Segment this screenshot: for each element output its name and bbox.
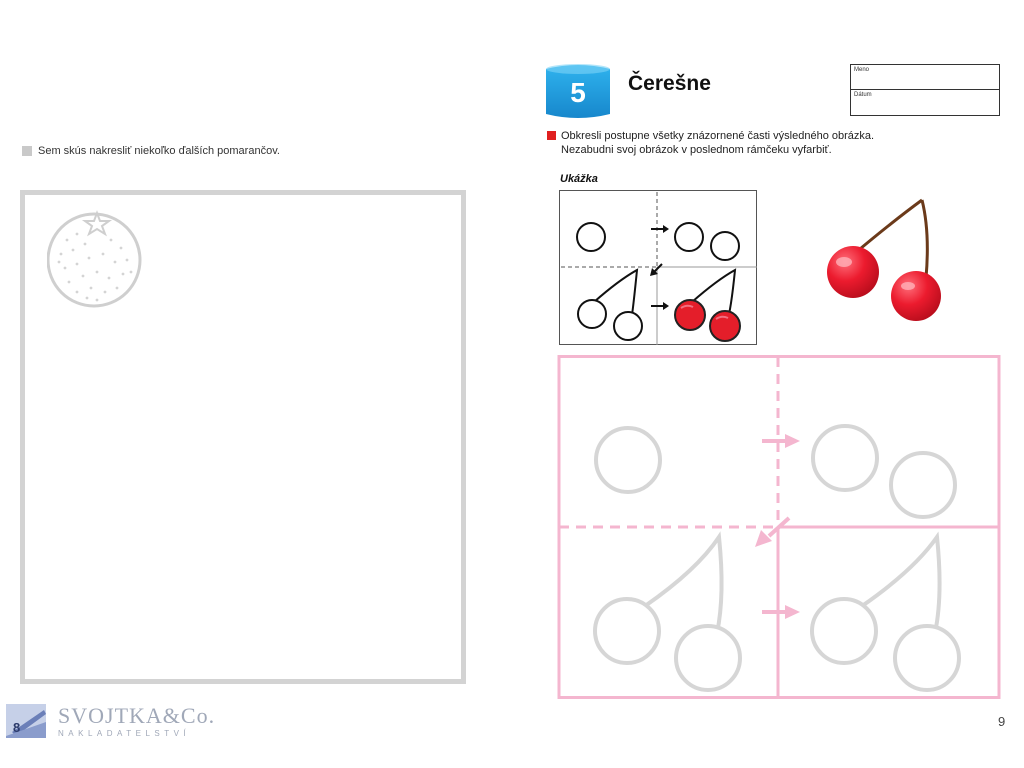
arrow-icon xyxy=(755,518,789,547)
trace-circle xyxy=(596,428,660,492)
cherry-icon xyxy=(822,192,946,326)
left-page-number: 8 xyxy=(13,720,21,735)
name-date-box xyxy=(850,64,1000,116)
right-instruction xyxy=(547,129,874,157)
instruction-line-2: Nezabudni svoj obrázok v poslednom rámčeku vyfarbiť. xyxy=(561,144,832,156)
example-panel xyxy=(559,190,758,346)
arrow-icon xyxy=(762,605,800,619)
instruction-line-1: Obkresli postupne všetky znázornené časti výsledného obrázka. xyxy=(561,130,875,142)
right-page-number: 9 xyxy=(998,714,1006,729)
example-label: Ukážka xyxy=(560,173,598,185)
left-instruction-text: Sem skús nakresliť niekoľko ďalších pomarančov. xyxy=(38,145,280,157)
name-field-label: Meno xyxy=(854,67,870,73)
exercise-number-badge xyxy=(545,62,611,120)
bullet-square-red xyxy=(547,131,556,140)
trace-circle xyxy=(812,599,876,663)
arrow-icon xyxy=(762,434,800,448)
trace-circle xyxy=(595,599,659,663)
trace-circle xyxy=(813,426,877,490)
orange-outline-icon xyxy=(47,210,143,308)
publisher-name: SVOJTKA&Co. xyxy=(58,702,216,728)
date-field[interactable] xyxy=(851,89,999,113)
exercise-number: 5 xyxy=(570,77,586,108)
name-field[interactable] xyxy=(851,65,999,89)
trace-circle xyxy=(676,626,740,690)
publisher-subtitle: NAKLADATELSTVÍ xyxy=(58,728,191,738)
tracing-grid[interactable] xyxy=(557,355,1001,701)
left-instruction xyxy=(22,145,280,157)
trace-circle xyxy=(891,453,955,517)
publisher-logo xyxy=(6,702,215,740)
trace-circle xyxy=(895,626,959,690)
bullet-square xyxy=(22,146,32,156)
date-field-label: Dátum xyxy=(854,92,872,98)
page-title: Čerešne xyxy=(628,72,711,95)
book-logo-icon xyxy=(6,702,46,740)
